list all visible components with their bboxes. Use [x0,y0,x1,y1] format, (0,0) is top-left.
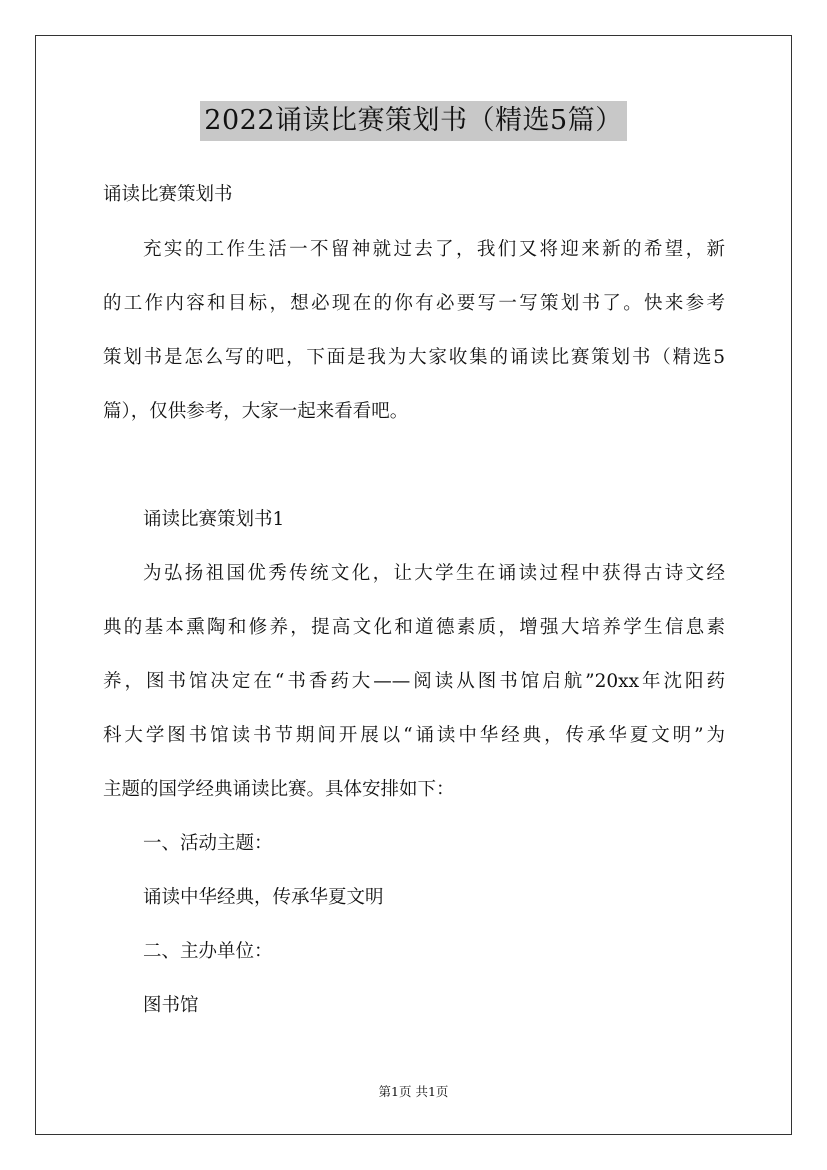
page-footer: 第1页 共1页 [378,1084,449,1099]
body-line-5: 主题的国学经典诵读比赛。具体安排如下： [103,779,455,800]
item1-heading: 一、活动主题： [143,833,273,854]
intro-line-2: 的工作内容和目标，想必现在的你有必要写一写策划书了。快来参考 [103,293,725,314]
section-heading: 诵读比赛策划书1 [143,509,285,530]
item2-content: 图书馆 [143,995,199,1016]
intro-line-3: 策划书是怎么写的吧，下面是我为大家收集的诵读比赛策划书（精选5 [103,347,725,368]
intro-line-4: 篇），仅供参考，大家一起来看看吧。 [103,401,409,422]
body-line-1: 为弘扬祖国优秀传统文化，让大学生在诵读过程中获得古诗文经 [143,563,725,584]
body-line-3: 养，图书馆决定在“书香药大——阅读从图书馆启航”20xx年沈阳药 [103,671,725,692]
document-title: 2022诵读比赛策划书（精选5篇） [200,101,626,141]
item1-content: 诵读中华经典，传承华夏文明 [143,887,384,908]
body-line-2: 典的基本熏陶和修养，提高文化和道德素质，增强大培养学生信息素 [103,617,725,638]
title-container [0,101,827,141]
intro-heading: 诵读比赛策划书 [103,184,233,205]
item2-heading: 二、主办单位： [143,941,273,962]
body-line-4: 科大学图书馆读书节期间开展以“诵读中华经典，传承华夏文明”为 [103,725,725,746]
intro-line-1: 充实的工作生活一不留神就过去了，我们又将迎来新的希望，新 [143,239,725,260]
